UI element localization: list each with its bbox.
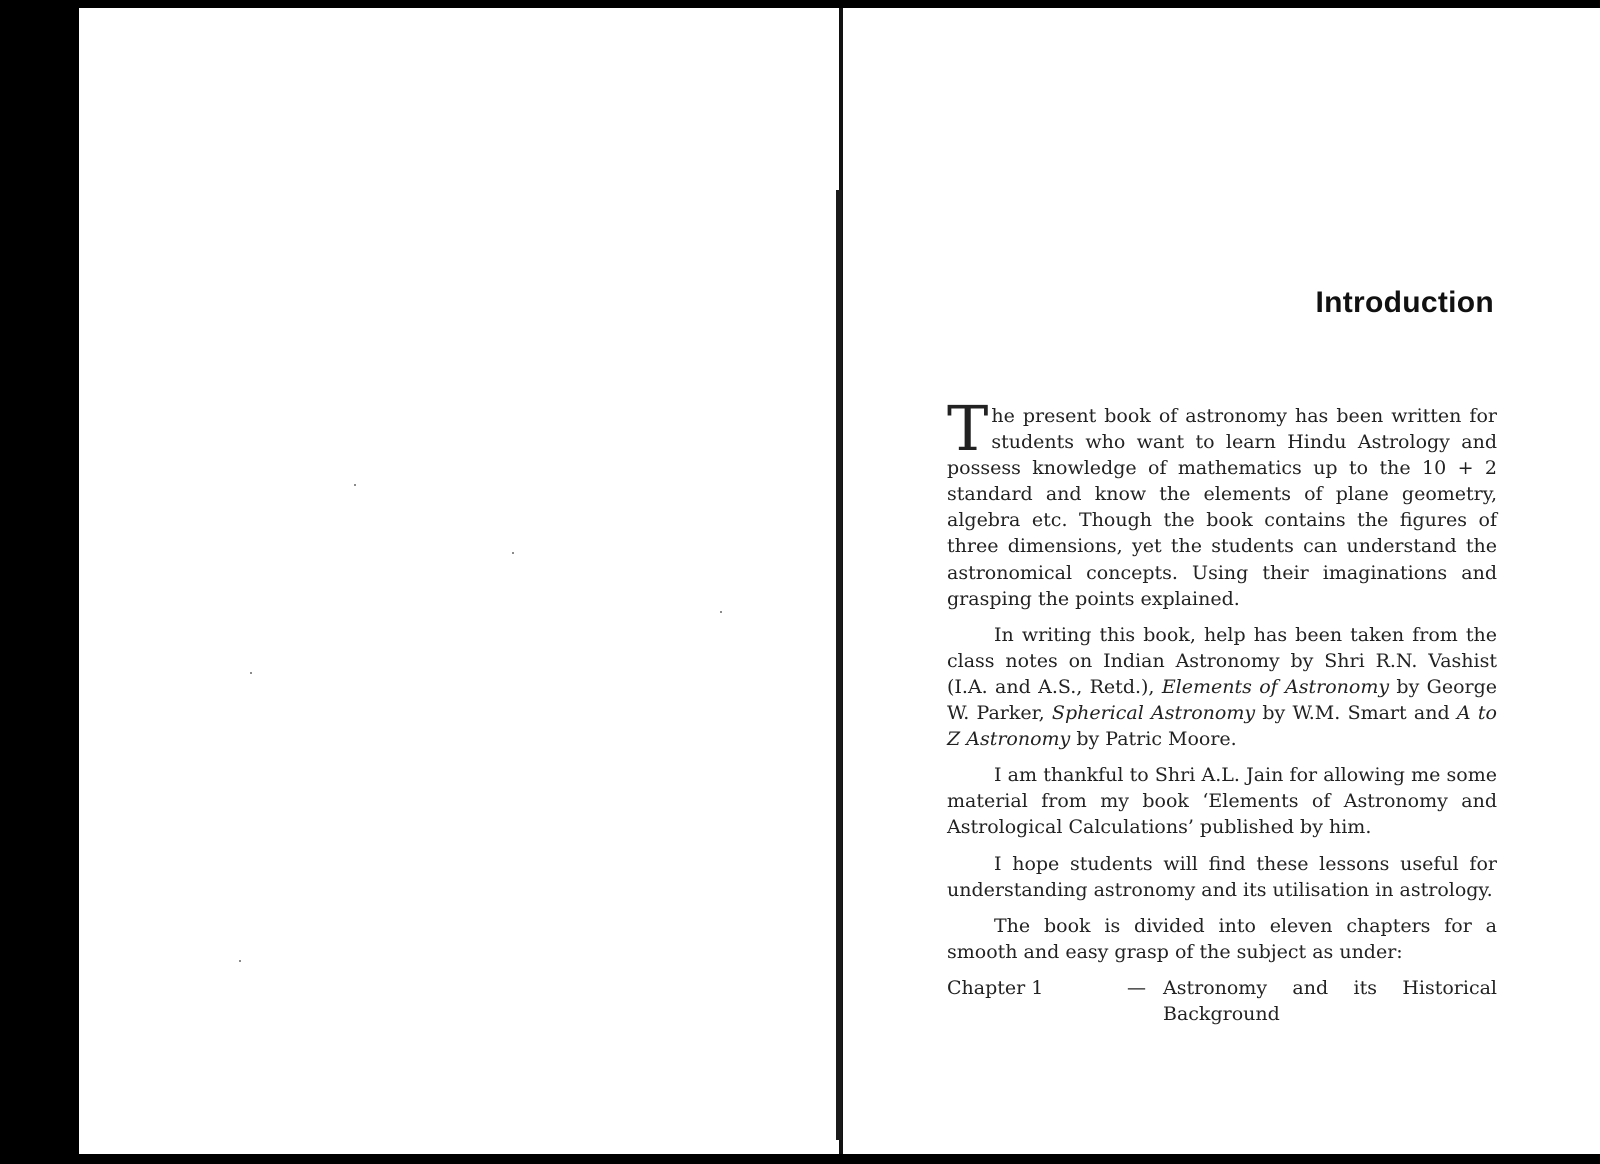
introduction-body — [947, 392, 1498, 1027]
chapter-list-item — [947, 975, 1497, 1027]
paragraph-5: The book is divided into eleven chapters for a smooth and easy grasp of the subject as under: — [947, 914, 1497, 963]
page-title: Introduction — [1315, 286, 1494, 319]
left-page-blank — [79, 8, 841, 1154]
scan-border-top — [0, 0, 1600, 8]
book-title-spherical-astronomy: Spherical Astronomy — [1051, 702, 1256, 725]
paragraph-2 — [947, 622, 1497, 752]
p2-text-3: by W.M. Smart and — [1255, 702, 1457, 725]
scan-speck — [250, 672, 252, 674]
chapter-title: Astronomy and its Historical Background — [1163, 976, 1497, 1025]
scan-speck — [354, 484, 356, 486]
book-title-elements-of-astronomy: Elements of Astronomy — [1161, 675, 1390, 698]
paragraph-4: I hope students will find these lessons useful for understanding astronomy and its utilisation in astrology. — [947, 852, 1497, 901]
book-gutter-shadow — [836, 190, 842, 1140]
scan-speck — [720, 611, 722, 613]
p2-text-1: In writing this book, help has been taken from the class notes on Indian Astronomy by Shri R.N. Vashist (I.A. and A.S., Retd.), — [947, 623, 1497, 698]
chapter-dash: — — [1127, 976, 1146, 999]
scan-speck — [239, 960, 241, 962]
paragraph-3: I am thankful to Shri A.L. Jain for allowing me some material from my book ‘Elements of Astronomy and Astrological Calculations’ published by him. — [947, 764, 1497, 839]
scan-speck — [512, 552, 514, 554]
paragraph-1 — [947, 392, 1497, 612]
p2-text-4: by Patric Moore. — [1070, 728, 1237, 751]
p2-text-2: by George W. Parker, — [947, 675, 1498, 725]
paragraph-1-text: he present book of astronomy has been written for students who want to learn Hindu Astrology and possess knowledge of mathematics up to the 10 + 2 standard and know the elements of plane geometry, algebra etc. Though the book contains the figures of three dimensions, yet the students can understand the astronomical concepts. Using their imaginations and grasping the points explained. — [947, 405, 1497, 610]
chapter-label: Chapter 1 — [947, 976, 1044, 999]
book-title-a-to-z-astronomy: A to Z Astronomy — [947, 702, 1497, 751]
drop-cap: T — [947, 392, 989, 465]
